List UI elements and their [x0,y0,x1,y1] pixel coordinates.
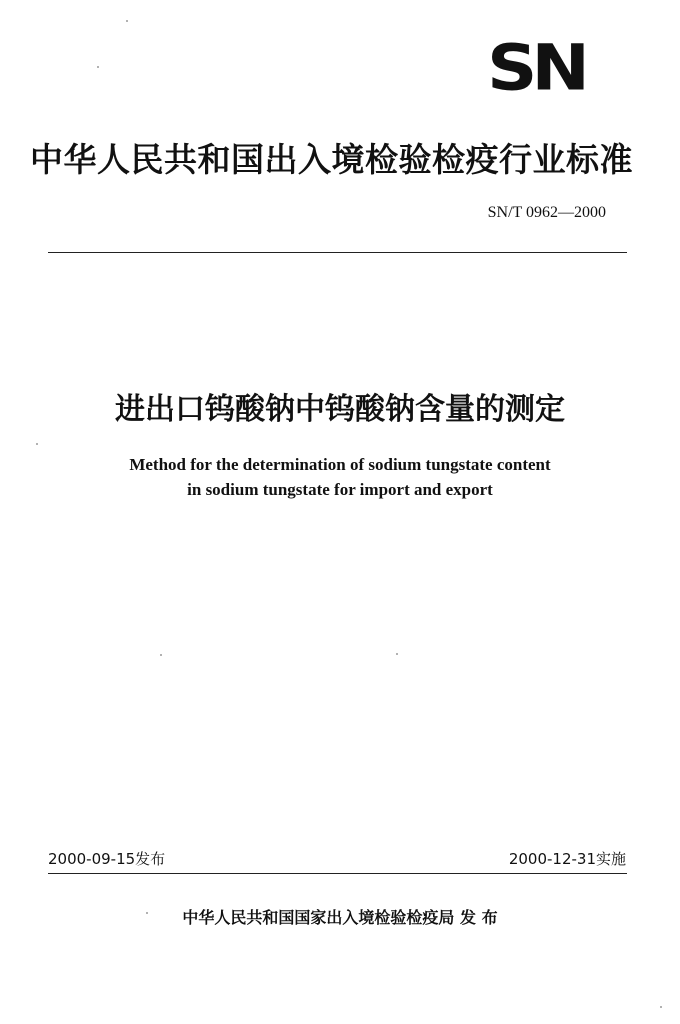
standard-type-heading: 中华人民共和国出入境检验检疫行业标准 [30,140,633,179]
issue-date: 2000-09-15发布 [48,850,166,868]
scan-speck [160,654,162,656]
publisher: 中华人民共和国国家出入境检验检疫局 发 布 [182,908,498,927]
scan-speck [396,653,398,655]
bottom-divider [48,873,627,874]
implementation-date: 2000-12-31实施 [508,850,626,868]
english-title-line-1: Method for the determination of sodium tungstate content [129,455,551,474]
scan-speck [660,1006,662,1008]
chinese-title: 进出口钨酸钠中钨酸钠含量的测定 [115,392,565,427]
standard-number: SN/T 0962—2000 [487,204,606,221]
english-title-line-2: in sodium tungstate for import and export [187,480,493,499]
english-title [40,452,640,502]
top-divider [48,252,627,253]
scan-speck [36,443,38,445]
scan-speck [146,912,148,914]
scan-speck [97,66,99,68]
sn-logo: SN [487,31,584,105]
scan-speck [126,20,128,22]
